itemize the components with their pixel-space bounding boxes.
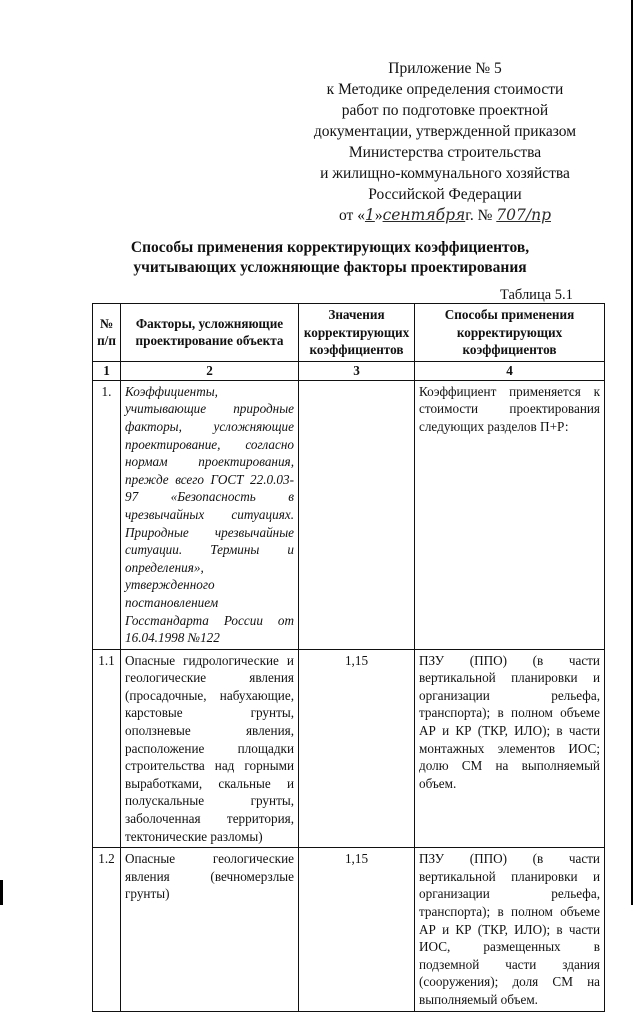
row-factor: Коэффициенты, учитывающие природные факторы, усложняющие проектирование, согласно нормам проектирования, прежде всего ГОСТ 22.0.03-97 «Безопасность в чрезвычайных ситуациях. Природные чрезвычайные ситуации. Термины и определения», утвержденного постановлением Госстандарта России от 16.04.1998 №122: [121, 380, 299, 649]
header-line: и жилищно-коммунального хозяйства: [320, 165, 570, 182]
row-value: [299, 380, 415, 649]
row-value: 1,15: [299, 848, 415, 1011]
order-month: сентября: [382, 206, 466, 224]
header-num: № п/п: [93, 304, 121, 362]
header-line: Министерства строительства: [348, 144, 542, 161]
table-caption: Таблица 5.1: [500, 287, 573, 303]
header-methods: Способы применения корректирующих коэффициентов: [415, 304, 605, 362]
order-year-suffix: г. №: [465, 207, 493, 224]
row-value: 1,15: [299, 649, 415, 848]
table-row: [93, 848, 605, 1011]
order-day: 1: [364, 206, 375, 224]
title-line-1: Способы применения корректирующих коэффициентов,: [130, 239, 530, 256]
column-number: 3: [299, 361, 415, 380]
appendix-header: [300, 58, 590, 226]
row-factor: Опасные геологические явления (вечномерзлые грунты): [121, 848, 299, 1011]
header-factors: Факторы, усложняющие проектирование объекта: [121, 304, 299, 362]
column-number-row: [93, 361, 605, 380]
scan-edge-right: [631, 0, 633, 905]
header-line: к Методике определения стоимости: [326, 81, 564, 98]
order-number: 707/пр: [496, 206, 551, 224]
order-mid: »: [374, 207, 383, 224]
header-line: документации, утвержденной приказом: [313, 123, 577, 140]
title-line-2: учитывающих усложняющие факторы проектирования: [133, 259, 527, 276]
table-row: [93, 649, 605, 848]
document-title: [110, 238, 550, 278]
row-factor: Опасные гидрологические и геологические явления (просадочные, набухающие, карстовые грунты, оползневые явления, расположение площадки строительства над горными выработками, скальные и полускальные грунты, заболоченная территория, тектонические разломы): [121, 649, 299, 848]
order-date-line: [300, 205, 590, 226]
column-number: 2: [121, 361, 299, 380]
table-row: [93, 380, 605, 649]
coefficients-table: [92, 303, 605, 1012]
scan-edge-left: [0, 880, 3, 905]
column-number: 4: [415, 361, 605, 380]
row-number: 1.2: [93, 848, 121, 1011]
row-method: Коэффициент применяется к стоимости проектирования следующих разделов П+Р:: [415, 380, 605, 649]
row-number: 1.1: [93, 649, 121, 848]
header-line: Российской Федерации: [368, 186, 522, 203]
column-number: 1: [93, 361, 121, 380]
order-prefix: от «: [339, 207, 365, 224]
row-method: ПЗУ (ППО) (в части вертикальной планировки и организации рельефа, транспорта); в полном объеме АР и КР (ТКР, ИЛО); в части ИОС, размещенных в подземной части здания (сооружения); доля СМ на выполняемый объем.: [415, 848, 605, 1011]
row-number: 1.: [93, 380, 121, 649]
header-line: Приложение № 5: [388, 60, 502, 77]
row-method: ПЗУ (ППО) (в части вертикальной планировки и организации рельефа, транспорта); в полном объеме АР и КР (ТКР, ИЛО); в части монтажных элементов ИОС; долю СМ на выполняемый объем.: [415, 649, 605, 848]
table-header-row: [93, 304, 605, 362]
header-line: работ по подготовке проектной: [341, 102, 549, 119]
header-values: Значения корректирующих коэффициентов: [299, 304, 415, 362]
